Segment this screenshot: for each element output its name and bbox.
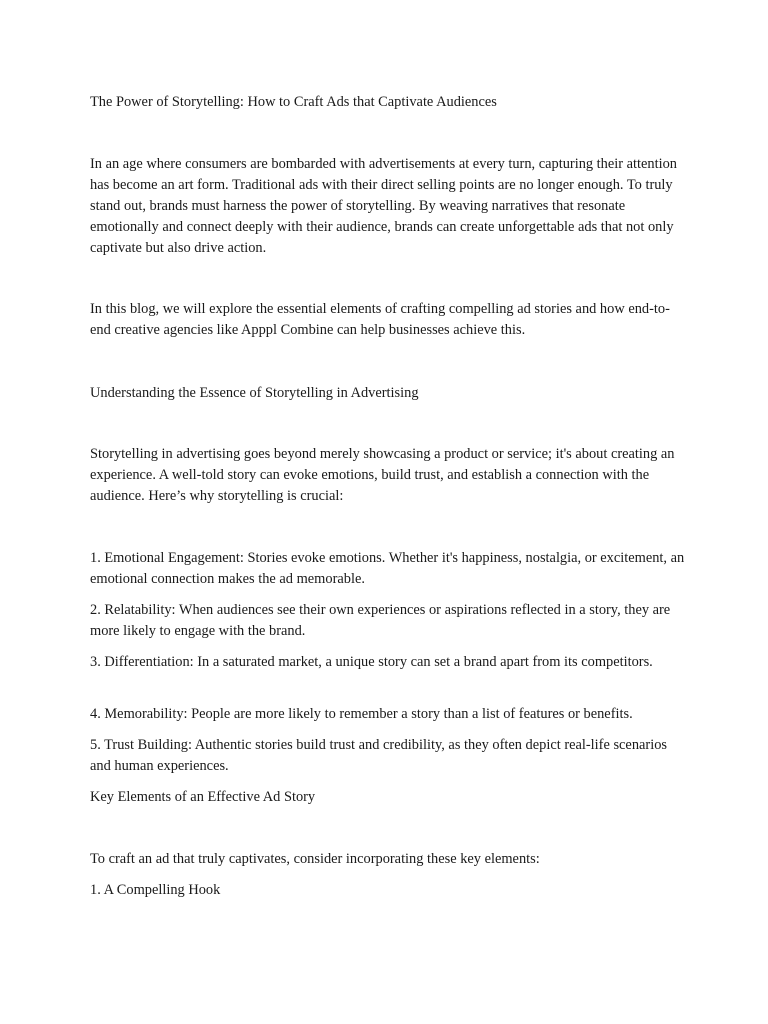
list-item: 5. Trust Building: Authentic stories build trust and credibility, as they often depict real-life scenarios and human experiences. [90, 737, 667, 774]
essence-paragraph: Storytelling in advertising goes beyond merely showcasing a product or service; it's about creating an experience. A well-told story can evoke emotions, build trust, and establish a connection with the audience. Here’s why storytelling is crucial: [90, 446, 675, 504]
list-item: 3. Differentiation: In a saturated market, a unique story can set a brand apart from its competitors. [90, 654, 653, 670]
blog-paragraph: In this blog, we will explore the essential elements of crafting compelling ad stories and how end-to-end creative agencies like Apppl Combine can help businesses achieve this. [90, 301, 670, 338]
intro-paragraph: In an age where consumers are bombarded with advertisements at every turn, capturing their attention has become an art form. Traditional ads with their direct selling points are no longer enough. To truly stand out, brands must harness the power of storytelling. By weaving narratives that resonate emotionally and connect deeply with their audience, brands can create unforgettable ads that not only captivate but also drive action. [90, 156, 678, 256]
list-item: 2. Relatability: When audiences see their own experiences or aspirations reflected in a story, they are more likely to engage with the brand. [90, 602, 671, 639]
list-item: 4. Memorability: People are more likely to remember a story than a list of features or benefits. [90, 706, 633, 722]
section-heading-essence: Understanding the Essence of Storytelling in Advertising [90, 385, 419, 401]
section-heading-key-elements: Key Elements of an Effective Ad Story [90, 789, 316, 805]
key-elements-paragraph: To craft an ad that truly captivates, consider incorporating these key elements: [90, 851, 540, 867]
subheading-compelling-hook: 1. A Compelling Hook [90, 882, 221, 898]
document-title: The Power of Storytelling: How to Craft Ads that Captivate Audiences [90, 94, 497, 110]
list-item: 1. Emotional Engagement: Stories evoke emotions. Whether it's happiness, nostalgia, or excitement, an emotional connection makes the ad memorable. [90, 550, 685, 587]
